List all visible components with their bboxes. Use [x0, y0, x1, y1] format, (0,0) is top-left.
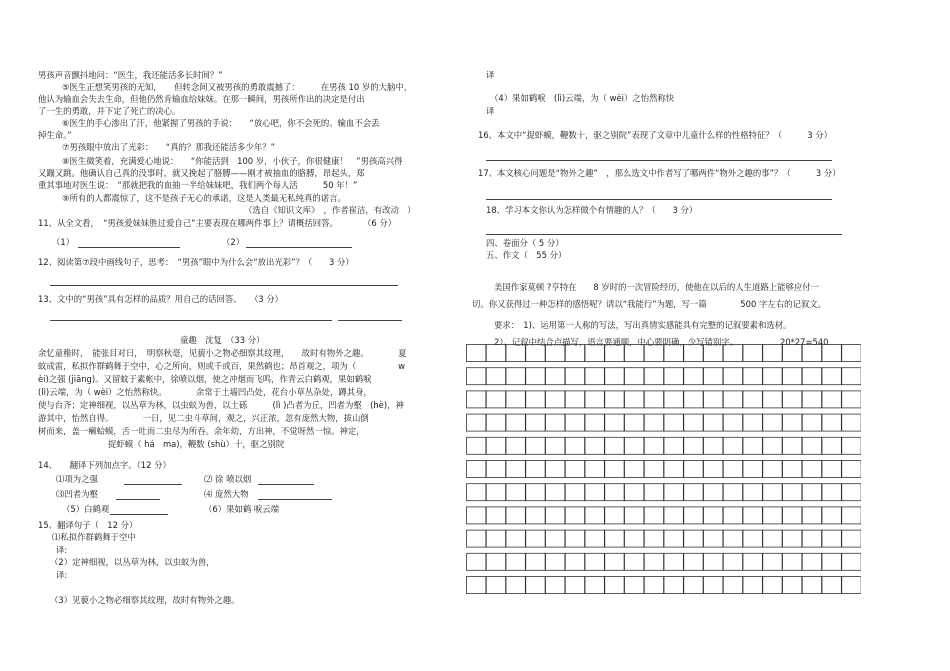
grid-cell[interactable]	[723, 507, 742, 524]
grid-cell[interactable]	[625, 484, 644, 501]
grid-cell[interactable]	[684, 437, 703, 454]
grid-cell[interactable]	[763, 437, 782, 454]
grid-cell[interactable]	[802, 553, 821, 570]
grid-cell[interactable]	[605, 345, 624, 362]
grid-cell[interactable]	[605, 414, 624, 431]
grid-cell[interactable]	[585, 484, 604, 501]
grid-cell[interactable]	[723, 484, 742, 501]
grid-cell[interactable]	[585, 507, 604, 524]
grid-cell[interactable]	[842, 414, 861, 431]
grid-cell[interactable]	[585, 368, 604, 385]
item-2: ⑵ 徐 喷以烟	[204, 474, 252, 484]
answer-label-2: （2）	[222, 237, 245, 247]
grid-cell[interactable]	[664, 577, 683, 594]
grid-cell[interactable]	[625, 553, 644, 570]
grid-cell[interactable]	[822, 553, 841, 570]
grid-cell[interactable]	[822, 530, 841, 547]
grid-cell[interactable]	[467, 345, 486, 362]
grid-cell[interactable]	[743, 461, 762, 478]
grid-cell[interactable]	[684, 577, 703, 594]
text-line: 余忆童稚时， 能张目对日， 明察秋毫，见藐小之物必细察其纹理， 故时有物外之趣。 夏	[38, 348, 407, 358]
sentence-2: （2）定神细视，以丛草为林，以虫蚁为兽，	[50, 557, 215, 567]
grid-cell[interactable]	[467, 530, 486, 547]
grid-cell[interactable]	[467, 414, 486, 431]
grid-cell[interactable]	[565, 368, 584, 385]
grid-cell[interactable]	[585, 553, 604, 570]
grid-cell[interactable]	[783, 345, 802, 362]
sentence-1: ⑴私拟作群鹤舞于空中	[52, 532, 136, 542]
grid-cell[interactable]	[546, 577, 565, 594]
grid-cell[interactable]	[783, 368, 802, 385]
grid-cell[interactable]	[605, 368, 624, 385]
grid-cell[interactable]	[506, 368, 525, 385]
grid-cell[interactable]	[605, 553, 624, 570]
grid-cell[interactable]	[783, 577, 802, 594]
grid-cell[interactable]	[783, 530, 802, 547]
grid-cell[interactable]	[723, 437, 742, 454]
grid-cell[interactable]	[723, 345, 742, 362]
text-line: 男孩声音颤抖地问：“医生，我还能活多长时间？”	[38, 70, 223, 80]
grid-cell[interactable]	[546, 553, 565, 570]
grid-cell[interactable]	[842, 530, 861, 547]
grid-cell[interactable]	[763, 577, 782, 594]
grid-cell[interactable]	[467, 484, 486, 501]
grid-cell[interactable]	[684, 368, 703, 385]
grid-cell[interactable]	[486, 530, 505, 547]
answer-line[interactable]	[116, 499, 160, 500]
essay-requirement-1: 要求： 1)、运用第一人称的写法，写出真情实感能具有完整的记叙要素和选材。	[494, 320, 792, 330]
grid-cell[interactable]	[763, 461, 782, 478]
question-11: 11、从全文看， “男孩爱妹妹胜过爱自己”主要表现在哪两件事上？请概括回答。 （6 分）	[38, 218, 397, 228]
grid-cell[interactable]	[664, 553, 683, 570]
grid-cell[interactable]	[822, 507, 841, 524]
grid-cell[interactable]	[783, 484, 802, 501]
grid-cell[interactable]	[743, 553, 762, 570]
text-line: 蚊成雷，私拟作群鹤舞于空中，心之所向，则或千或百，果然鹤也；昂首观之，项为（ w	[38, 361, 405, 371]
grid-cell[interactable]	[684, 461, 703, 478]
grid-cell[interactable]	[605, 437, 624, 454]
grid-cell[interactable]	[506, 577, 525, 594]
grid-cell[interactable]	[644, 530, 663, 547]
sentence-4: （4）果如鹤唳 (lì)云端，为（ wèi）之怡然称快	[490, 93, 675, 103]
grid-cell[interactable]	[644, 577, 663, 594]
grid-cell[interactable]	[625, 530, 644, 547]
grid-cell[interactable]	[486, 507, 505, 524]
grid-cell[interactable]	[605, 577, 624, 594]
grid-cell[interactable]	[506, 530, 525, 547]
grid-cell[interactable]	[783, 414, 802, 431]
grid-cell[interactable]	[506, 391, 525, 408]
grid-cell[interactable]	[783, 437, 802, 454]
answer-line[interactable]	[124, 484, 182, 485]
grid-cell[interactable]	[526, 507, 545, 524]
grid-cell[interactable]	[625, 577, 644, 594]
text-line: 重其事地对医生说： “那就把我的血抽一半给妹妹吧，我们两个每人活 50 年！”	[38, 180, 358, 190]
grid-cell[interactable]	[625, 345, 644, 362]
grid-cell[interactable]	[546, 437, 565, 454]
text-line: 捉虾蟆（ há ma)，鞭数 (shù）十，驱之别院	[108, 439, 285, 449]
grid-cell[interactable]	[625, 461, 644, 478]
grid-cell[interactable]	[625, 368, 644, 385]
grid-cell[interactable]	[585, 414, 604, 431]
grid-cell[interactable]	[506, 507, 525, 524]
grid-cell[interactable]	[585, 437, 604, 454]
grid-cell[interactable]	[565, 507, 584, 524]
grid-cell[interactable]	[565, 577, 584, 594]
grid-cell[interactable]	[644, 461, 663, 478]
grid-cell[interactable]	[565, 437, 584, 454]
grid-cell[interactable]	[783, 553, 802, 570]
answer-line[interactable]	[486, 234, 842, 235]
grid-cell[interactable]	[565, 553, 584, 570]
grid-cell[interactable]	[664, 391, 683, 408]
grid-cell[interactable]	[506, 414, 525, 431]
grid-cell[interactable]	[664, 507, 683, 524]
item-1: ⑴项为之强	[56, 474, 98, 484]
grid-cell[interactable]	[723, 530, 742, 547]
grid-cell[interactable]	[486, 368, 505, 385]
grid-cell[interactable]	[644, 437, 663, 454]
grid-cell[interactable]	[802, 507, 821, 524]
writing-grid-svg[interactable]	[466, 344, 861, 600]
answer-line[interactable]	[258, 484, 314, 485]
grid-cell[interactable]	[565, 530, 584, 547]
grid-cell[interactable]	[743, 391, 762, 408]
grid-cell[interactable]	[605, 391, 624, 408]
item-4: ⑷ 庞然大物	[204, 489, 249, 499]
question-17: 17、本文核心问题是“物外之趣” ，那么选文中作者写了哪两件“物外之趣的事”？（ 3 分）	[478, 168, 841, 178]
text-line: 掉生命。”	[38, 130, 72, 140]
grid-cell[interactable]	[526, 345, 545, 362]
grid-cell[interactable]	[802, 484, 821, 501]
grid-cell[interactable]	[684, 553, 703, 570]
grid-cell[interactable]	[486, 414, 505, 431]
grid-cell[interactable]	[704, 437, 723, 454]
text-line: ⑧医生微笑着，充满爱心地说： “你能活到 100 岁，小伙子，你很健康！ ”男孩高兴得	[62, 156, 403, 166]
text-line: 树而来，盖一癞蛤蟆，舌一吐而二虫尽为所吞。余年幼，方出神，不觉呀然一惊。神定，	[38, 426, 365, 436]
grid-cell[interactable]	[723, 461, 742, 478]
grid-cell[interactable]	[704, 577, 723, 594]
grid-cell[interactable]	[684, 507, 703, 524]
grid-cell[interactable]	[723, 414, 742, 431]
grid-cell[interactable]	[486, 437, 505, 454]
grid-cell[interactable]	[684, 530, 703, 547]
grid-cell[interactable]	[506, 461, 525, 478]
grid-cell[interactable]	[467, 391, 486, 408]
grid-cell[interactable]	[684, 391, 703, 408]
grid-cell[interactable]	[664, 437, 683, 454]
grid-cell[interactable]	[467, 577, 486, 594]
grid-cell[interactable]	[546, 391, 565, 408]
grid-cell[interactable]	[704, 391, 723, 408]
grid-cell[interactable]	[467, 553, 486, 570]
answer-line[interactable]	[486, 160, 832, 161]
grid-cell[interactable]	[842, 507, 861, 524]
text-line: 又蹦又跳。他确认自己真的没事时，就又挽起了胳膊——刚才被抽血的胳膊，昂起头，郑	[38, 168, 365, 178]
grid-cell[interactable]	[585, 461, 604, 478]
sentence-3: （3）见藐小之物必细察其纹理，故时有物外之趣。	[50, 595, 240, 605]
source-note: （选自《知识文库》 ，作者崔洁，有改动 ）	[244, 205, 416, 215]
grid-cell[interactable]	[842, 461, 861, 478]
grid-cell[interactable]	[802, 414, 821, 431]
text-line: ⑨所有的人都震惊了，这不是孩子无心的承诺，这是人类最无私纯真的诺言。	[62, 193, 346, 203]
section-title: 童趣 沈复 （33 分）	[180, 335, 265, 345]
grid-cell[interactable]	[644, 391, 663, 408]
section-5: 五、作文（ 55 分）	[486, 250, 567, 260]
grid-cell[interactable]	[842, 391, 861, 408]
grid-cell[interactable]	[664, 484, 683, 501]
text-line: ⑥医生的手心渗出了汗，他紧握了男孩的手说： “放心吧，你不会死的。输血不会丢	[62, 118, 380, 128]
grid-cell[interactable]	[506, 484, 525, 501]
grid-cell[interactable]	[506, 437, 525, 454]
translate-label: 译:	[56, 545, 68, 555]
grid-cell[interactable]	[546, 368, 565, 385]
question-15: 15、翻译句子（ 12 分）	[38, 520, 138, 530]
answer-label-1: （1）	[52, 237, 75, 247]
grid-cell[interactable]	[842, 345, 861, 362]
grid-cell[interactable]	[664, 530, 683, 547]
grid-cell[interactable]	[743, 414, 762, 431]
grid-cell[interactable]	[802, 530, 821, 547]
grid-cell[interactable]	[625, 507, 644, 524]
grid-cell[interactable]	[486, 461, 505, 478]
grid-cell[interactable]	[704, 368, 723, 385]
grid-cell[interactable]	[743, 345, 762, 362]
answer-line[interactable]	[486, 199, 832, 200]
essay-prompt: 美国作家莫顿 ?亨特在 8 岁时的一次冒险经历，使他在以后的人生道路上能够应付一	[494, 282, 819, 292]
grid-cell[interactable]	[605, 461, 624, 478]
grid-cell[interactable]	[723, 553, 742, 570]
grid-cell[interactable]	[605, 530, 624, 547]
grid-cell[interactable]	[704, 507, 723, 524]
question-14: 14、 翻译下列加点字。（12 分）	[38, 460, 171, 470]
text-line: 使与台齐；定神细视，以丛草为林，以虫蚁为兽，以土砾 (lì )凸者为丘，凹者为壑 (hè)，神	[38, 400, 404, 410]
grid-cell[interactable]	[506, 553, 525, 570]
grid-cell[interactable]	[704, 530, 723, 547]
grid-cell[interactable]	[704, 553, 723, 570]
grid-cell[interactable]	[763, 368, 782, 385]
writing-grid[interactable]	[466, 344, 861, 600]
answer-line[interactable]	[50, 320, 332, 321]
grid-cell[interactable]	[546, 414, 565, 431]
grid-cell[interactable]	[763, 345, 782, 362]
grid-cell[interactable]	[743, 530, 762, 547]
question-13: 13、文中的“男孩”具有怎样的品质？用自己的话回答。 （3 分）	[38, 294, 284, 304]
question-12: 12、阅读第⑦段中画线句子，思考： “男孩”眼中为什么会“放出光彩”？（ 3 分）	[38, 257, 354, 267]
grid-cell[interactable]	[526, 530, 545, 547]
grid-cell[interactable]	[763, 391, 782, 408]
grid-cell[interactable]	[585, 577, 604, 594]
grid-cell[interactable]	[783, 461, 802, 478]
grid-cell[interactable]	[822, 345, 841, 362]
grid-cell[interactable]	[763, 530, 782, 547]
grid-cell[interactable]	[822, 577, 841, 594]
item-6: （6）果如鹤 唳云端	[204, 504, 279, 514]
grid-cell[interactable]	[467, 437, 486, 454]
grid-cell[interactable]	[822, 391, 841, 408]
grid-cell[interactable]	[783, 391, 802, 408]
grid-cell[interactable]	[546, 507, 565, 524]
grid-cell[interactable]	[684, 484, 703, 501]
grid-cell[interactable]	[605, 507, 624, 524]
grid-cell[interactable]	[842, 437, 861, 454]
grid-cell[interactable]	[822, 414, 841, 431]
text-line: ⑤医生正想笑男孩的无知， 但转念间又被男孩的勇敢震撼了： 在男孩 10 岁的大脑中，	[62, 82, 413, 92]
grid-cell[interactable]	[644, 368, 663, 385]
grid-cell[interactable]	[526, 414, 545, 431]
grid-cell[interactable]	[526, 577, 545, 594]
grid-cell[interactable]	[842, 553, 861, 570]
grid-cell[interactable]	[664, 461, 683, 478]
grid-cell[interactable]	[644, 345, 663, 362]
grid-cell[interactable]	[585, 391, 604, 408]
grid-cell[interactable]	[723, 368, 742, 385]
grid-cell[interactable]	[585, 345, 604, 362]
grid-cell[interactable]	[743, 484, 762, 501]
grid-cell[interactable]	[565, 461, 584, 478]
translate-label: 译	[486, 106, 495, 116]
answer-line[interactable]	[78, 247, 180, 248]
grid-cell[interactable]	[743, 577, 762, 594]
grid-cell[interactable]	[822, 461, 841, 478]
grid-cell[interactable]	[467, 461, 486, 478]
grid-cell[interactable]	[763, 484, 782, 501]
grid-cell[interactable]	[704, 345, 723, 362]
grid-cell[interactable]	[486, 577, 505, 594]
grid-cell[interactable]	[743, 437, 762, 454]
grid-cell[interactable]	[822, 484, 841, 501]
grid-cell[interactable]	[723, 577, 742, 594]
essay-requirement-2: 2）、记叙中结合点描写，语言要通顺，中心要明确，少写错别字。	[494, 337, 739, 347]
grid-cell[interactable]	[625, 437, 644, 454]
text-line: èi)之强 (jiāng)。又留蚊于素帐中，徐喷以烟，使之冲烟而飞鸣，作青云白鹤观，果如鹤唳	[38, 374, 372, 384]
grid-cell[interactable]	[526, 368, 545, 385]
grid-cell[interactable]	[842, 368, 861, 385]
grid-cell[interactable]	[704, 461, 723, 478]
answer-line[interactable]	[50, 285, 398, 286]
grid-cell[interactable]	[486, 345, 505, 362]
grid-cell[interactable]	[802, 345, 821, 362]
grid-cell[interactable]	[763, 507, 782, 524]
grid-cell[interactable]	[506, 345, 525, 362]
answer-line[interactable]	[258, 499, 332, 500]
grid-cell[interactable]	[802, 461, 821, 478]
grid-cell[interactable]	[644, 414, 663, 431]
grid-cell[interactable]	[565, 414, 584, 431]
item-3: ⑶凹者为壑	[56, 489, 98, 499]
grid-cell[interactable]	[585, 530, 604, 547]
grid-cell[interactable]	[802, 391, 821, 408]
grid-cell[interactable]	[664, 345, 683, 362]
grid-cell[interactable]	[526, 391, 545, 408]
grid-cell[interactable]	[822, 368, 841, 385]
grid-cell[interactable]	[783, 507, 802, 524]
answer-line[interactable]	[246, 247, 352, 248]
grid-count: 20*27=540	[780, 337, 829, 347]
grid-cell[interactable]	[763, 414, 782, 431]
grid-cell[interactable]	[802, 437, 821, 454]
grid-cell[interactable]	[802, 368, 821, 385]
grid-cell[interactable]	[546, 530, 565, 547]
grid-cell[interactable]	[546, 461, 565, 478]
grid-cell[interactable]	[802, 577, 821, 594]
grid-cell[interactable]	[743, 368, 762, 385]
grid-cell[interactable]	[486, 484, 505, 501]
grid-cell[interactable]	[723, 391, 742, 408]
essay-prompt: 切。你又获得过一种怎样的感悟呢？请以“我能行”为题，写一篇 500 字左右的记叙文。	[472, 299, 826, 309]
grid-cell[interactable]	[467, 368, 486, 385]
grid-cell[interactable]	[546, 345, 565, 362]
grid-cell[interactable]	[526, 437, 545, 454]
grid-cell[interactable]	[684, 414, 703, 431]
grid-cell[interactable]	[822, 437, 841, 454]
translate-label: 译	[486, 70, 495, 80]
grid-cell[interactable]	[565, 484, 584, 501]
text-line: 游其中，怡然自得。 一日，见二虫斗草间，观之，兴正浓，忽有庞然大物，拔山倒	[38, 413, 369, 423]
grid-cell[interactable]	[664, 368, 683, 385]
grid-cell[interactable]	[704, 484, 723, 501]
section-4: 四、卷面分（ 5 分）	[486, 238, 564, 248]
item-5: （5）白鹤观	[62, 504, 110, 514]
question-18: 18、学习本文你认为怎样做个有情趣的人？（ 3 分）	[486, 205, 698, 215]
grid-cell[interactable]	[664, 414, 683, 431]
grid-cell[interactable]	[605, 484, 624, 501]
grid-cell[interactable]	[842, 577, 861, 594]
grid-cell[interactable]	[565, 345, 584, 362]
answer-line[interactable]	[338, 320, 402, 321]
grid-cell[interactable]	[704, 414, 723, 431]
translate-label: 译:	[56, 570, 68, 580]
grid-cell[interactable]	[486, 391, 505, 408]
grid-cell[interactable]	[644, 507, 663, 524]
text-line: 了一生的勇敢，并下定了死亡的决心。	[38, 106, 181, 116]
grid-cell[interactable]	[565, 391, 584, 408]
grid-cell[interactable]	[684, 345, 703, 362]
grid-cell[interactable]	[625, 414, 644, 431]
grid-cell[interactable]	[763, 553, 782, 570]
grid-cell[interactable]	[526, 461, 545, 478]
grid-cell[interactable]	[842, 484, 861, 501]
grid-cell[interactable]	[467, 507, 486, 524]
grid-cell[interactable]	[644, 553, 663, 570]
grid-cell[interactable]	[625, 391, 644, 408]
question-16: 16、本文中“捉虾蟆，鞭数十，驱之别院”表现了文章中儿童什么样的性格特征？（ 3 分）	[478, 130, 832, 140]
grid-cell[interactable]	[743, 507, 762, 524]
grid-cell[interactable]	[546, 484, 565, 501]
answer-line[interactable]	[110, 514, 168, 515]
grid-cell[interactable]	[526, 553, 545, 570]
grid-cell[interactable]	[526, 484, 545, 501]
grid-cell[interactable]	[644, 484, 663, 501]
text-line: ⑦男孩眼中放出了光彩： “真的？那我还能活多少年？”	[62, 142, 275, 152]
text-line: 他认为输血会失去生命，但他仍然肯输血给妹妹。在那一瞬间，男孩所作出的决定是付出	[38, 94, 365, 104]
text-line: (lì)云端，为（ wèi）之怡然称快。 余常于土墙凹凸处，花台小草丛杂处，蹲其身，	[38, 387, 372, 397]
grid-cell[interactable]	[486, 553, 505, 570]
